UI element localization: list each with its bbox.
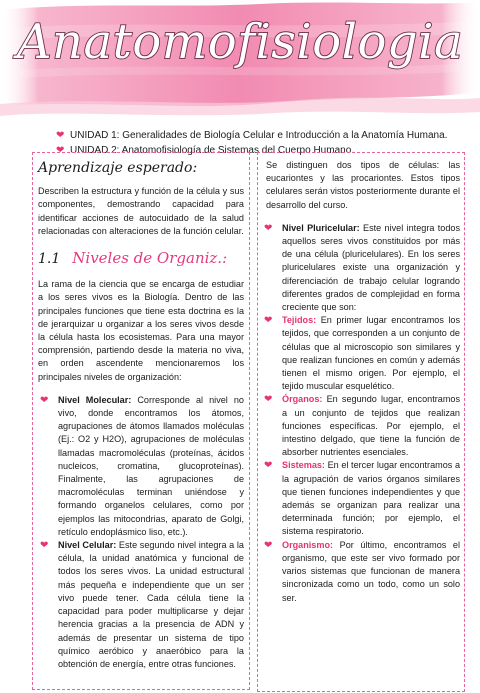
heart-icon: ❤ [264,315,273,327]
list-item [262,222,460,314]
list-item [38,539,244,671]
cell-types-paragraph: Se distinguen dos tipos de células: las eucariontes y las procariontes. Estos tipos celulares serán vistos posteriormente durante el desarrollo del curso. [266,160,460,210]
section-heading [38,249,244,268]
right-column [262,159,460,605]
item-label: Órganos: [282,394,323,405]
title-banner [0,0,480,118]
item-text: En el tercer lugar encontramos a la agrupación de varios órganos similares que tienen funciones independientes y que además se organizan para realizar una determinada función; por ejemplo, el sistema respiratorio. [282,460,460,537]
item-label: Tejidos: [282,315,317,326]
left-column [38,162,244,671]
list-item [262,393,460,459]
heart-icon: ❤ [264,460,273,472]
objective-heading: Aprendizaje esperado: [38,160,198,176]
item-text: Por último, encontramos el organismo, que este ser vivo formado por varios sistemas que funcionan de manera sincronizada como un todo, como un solo ser. [282,539,460,603]
heart-icon: ❤ [264,222,273,234]
heart-icon: ❤ [264,394,273,406]
list-item [262,539,460,605]
item-text: Este segundo nivel integra a la célula, la unidad anatómica y funcional de todos los seres vivos. La unidad estructural más pequeña e independiente que un ser vivo puede tener. Cada célula tiene la capacidad para poder multiplicarse y dejar herencia gracias a la presencia de ADN y además de presentar un sistema de tipo químico aeróbico y anaeróbico para la obtención de energía, entre otras funciones. [58,540,244,669]
item-text: En segundo lugar, encontramos a un conjunto de tejidos que realizan funciones específicas. Por ejemplo, el intestino delgado, que tiene la función de absorber nutrientes esenciales. [282,394,460,458]
section-number: 1.1 [38,251,61,268]
heart-icon: ❤ [56,144,65,156]
heart-icon: ❤ [40,540,49,552]
intro-paragraph: La rama de la ciencia que se encarga de estudiar a los seres vivos es la Biología. Dentro de las principales funciones que tiene esta doctrina es la de jerarquizar u organizar a los seres vivos desde la célula hasta los ecosistemas. Para una mayor comprensión, partiendo desde la materia no viva, en orden ascendente mencionaremos los principales niveles de organización: [38,279,244,382]
item-text: En primer lugar encontramos los tejidos, que corresponden a un conjunto de células que al microscopio son similares y que realizan funciones en común y además tienen el mismo origen. Por ejemplo, el tejido muscular esquelético. [282,315,460,392]
item-label: Organismo: [282,539,334,550]
unit-text: UNIDAD 2: Anatomofisiología de Sistemas del Cuerpo Humano. [70,145,355,156]
item-label: Sistemas: [282,460,325,471]
unit-item [56,128,466,143]
item-label: Nivel Molecular: [58,394,132,405]
heart-icon: ❤ [40,394,49,406]
list-item [262,314,460,393]
page-title: Anatomofisiologia [16,14,464,70]
item-label: Nivel Pluricelular: [282,222,360,233]
list-item [38,394,244,539]
heart-icon: ❤ [264,539,273,551]
objective-text: Describen la estructura y función de la célula y sus componentes, demostrando capacidad para identificar acciones de autocuidado de la salud relacionadas con alteraciones de la función celular. [38,186,244,236]
unit-text: UNIDAD 1: Generalidades de Biología Celular e Introducción a la Anatomía Humana. [70,130,448,141]
heart-icon: ❤ [56,129,65,141]
item-label: Nivel Celular: [58,540,117,551]
item-text: Este nivel integra todos aquellos seres vivos constituidos por más de una célula (pluricelulares). En los seres pluricelulares existe una organización y diferenciación de trabajo celular logrando diferentes grados de complejidad en forma creciente que son: [282,222,460,313]
list-item [262,459,460,538]
item-text: Corresponde al nivel no vivo, donde encontramos los átomos, agrupaciones de átomos llamados moléculas (Ej.: O2 y H2O), agrupaciones de moléculas llamadas macromoléculas (proteínas, ácidos nucleicos, cromatina, glucoproteínas). Finalmente, las agrupaciones de macromoléculas terminan uniéndose y formando organelos celulares, como por ejemplos las mitocondrias, aparato de Golgi, retículo endoplásmico liso, etc.). [58,394,244,537]
section-title: Niveles de Organiz.: [72,249,228,268]
